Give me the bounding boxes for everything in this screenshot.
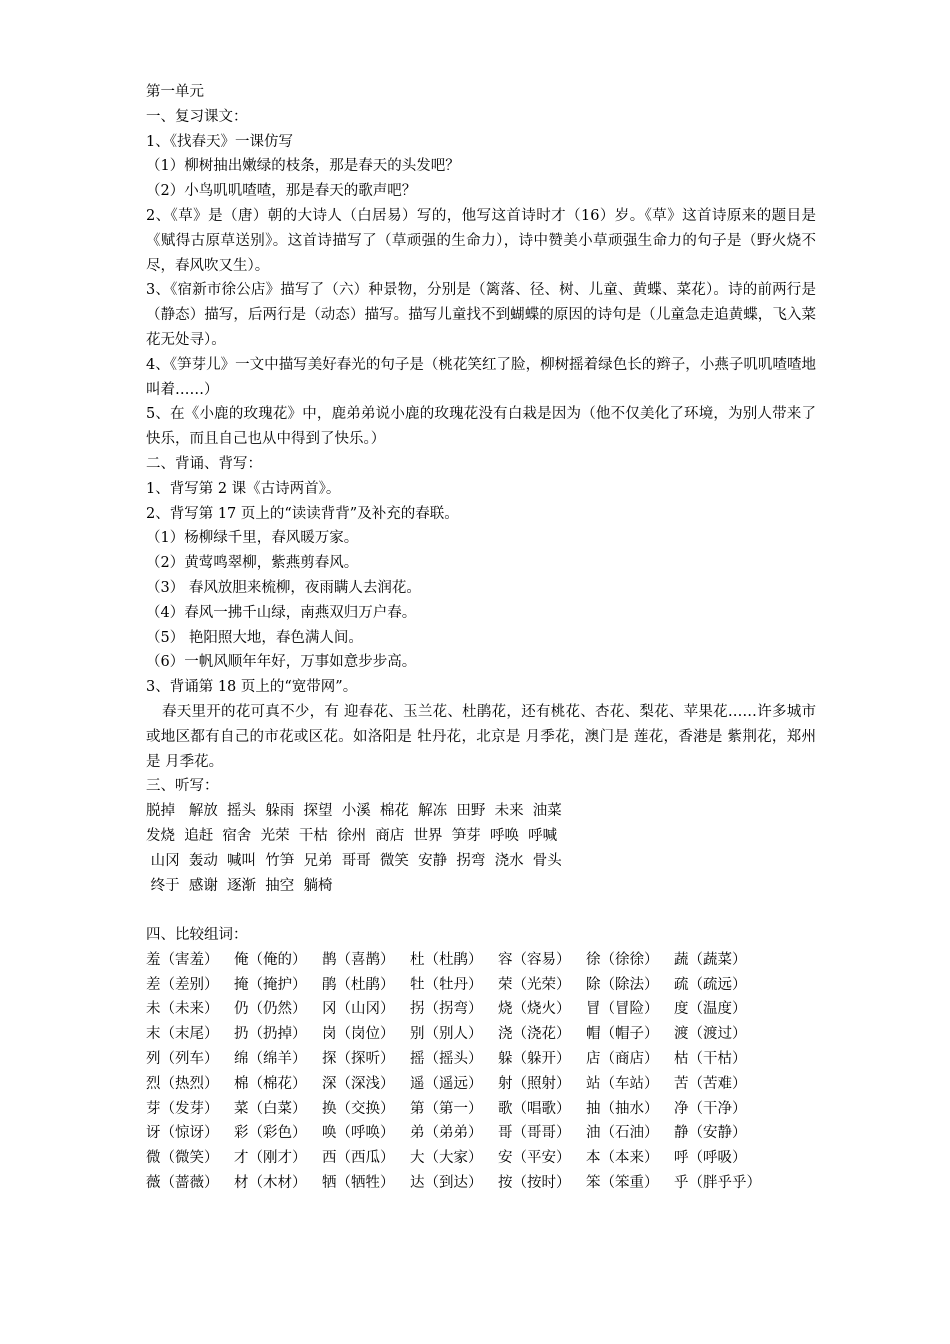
comparison-cell: 菜（白菜） (234, 1100, 307, 1117)
dictation-line: 山冈 轰动 喊叫 竹笋 兄弟 哥哥 微笑 安静 拐弯 浇水 骨头 (146, 852, 562, 869)
comparison-cell: 材（木材） (234, 1175, 307, 1192)
comparison-cell: 俺（俺的） (234, 951, 307, 968)
comparison-row (146, 997, 816, 1022)
dictation-line: 脱掉 解放 摇头 躲雨 探望 小溪 棉花 解冻 田野 未来 油菜 (146, 803, 562, 820)
comparison-cell: 才（刚才） (234, 1150, 307, 1167)
comparison-cell: 荣（光荣） (498, 976, 571, 993)
comparison-cell: 杜（杜鹃） (410, 951, 483, 968)
comparison-cell: 扔（扔掉） (234, 1026, 307, 1043)
section2-item3: 3、背诵第 18 页上的“宽带网”。 (146, 679, 358, 696)
comparison-cell: 差（差别） (146, 976, 219, 993)
section1-item1-line: （1）柳树抽出嫩绿的枝条，那是春天的头发吧？ (146, 158, 460, 175)
comparison-cell: 唤（呼唤） (322, 1125, 395, 1142)
couplet-line: （3） 春风放胆来梳柳，夜雨瞒人去润花。 (146, 579, 421, 596)
comparison-row (146, 1072, 816, 1097)
comparison-row (146, 1121, 816, 1146)
comparison-cell: 鹊（喜鹊） (322, 951, 395, 968)
comparison-cell: 别（别人） (410, 1026, 483, 1043)
comparison-cell: 除（除法） (586, 976, 659, 993)
blank-line (146, 898, 816, 923)
comparison-cell: 帽（帽子） (586, 1026, 659, 1043)
comparison-cell: 讶（惊讶） (146, 1125, 219, 1142)
comparison-cell: 哥（哥哥） (498, 1125, 571, 1142)
comparison-cell: 遥（遥远） (410, 1075, 483, 1092)
comparison-cell: 微（微笑） (146, 1150, 219, 1167)
document-page (146, 80, 816, 1196)
comparison-cell: 容（容易） (498, 951, 571, 968)
section1-item1-title: 1、《找春天》一课仿写 (146, 133, 293, 150)
comparison-cell: 牡（牡丹） (410, 976, 483, 993)
comparison-cell: 本（本来） (586, 1150, 659, 1167)
comparison-word-table (146, 948, 816, 1196)
comparison-cell: 安（平安） (498, 1150, 571, 1167)
comparison-cell: 掩（掩护） (234, 976, 307, 993)
comparison-cell: 换（交换） (322, 1100, 395, 1117)
comparison-cell: 末（末尾） (146, 1026, 219, 1043)
comparison-cell: 大（大家） (410, 1150, 483, 1167)
comparison-cell: 站（车站） (586, 1075, 659, 1092)
comparison-row (146, 1146, 816, 1171)
comparison-cell: 达（到达） (410, 1175, 483, 1192)
couplet-line: （5） 艳阳照大地，春色满人间。 (146, 629, 363, 646)
comparison-cell: 芽（发芽） (146, 1100, 219, 1117)
section1-item3: 3、《宿新市徐公店》描写了（六）种景物，分别是（篱落、径、树、儿童、黄蝶、菜花）。诗的前两行是（静态）描写，后两行是（动态）描写。描写儿童找不到蝴蝶的原因的诗句是（儿童急走追黄蝶，飞入菜花无处寻）。 (146, 282, 816, 348)
comparison-cell: 疏（疏远） (674, 976, 747, 993)
section4-heading: 四、比较组词： (146, 927, 248, 944)
couplet-line: （4）春风一拂千山绿，南燕双归万户春。 (146, 604, 417, 621)
section2-heading: 二、背诵、背写： (146, 455, 262, 472)
comparison-row (146, 973, 816, 998)
comparison-cell: 弟（弟弟） (410, 1125, 483, 1142)
comparison-cell: 按（按时） (498, 1175, 571, 1192)
comparison-cell: 列（列车） (146, 1051, 219, 1068)
comparison-cell: 羞（害羞） (146, 951, 219, 968)
comparison-cell: 拐（拐弯） (410, 1001, 483, 1018)
comparison-cell: 摇（摇头） (410, 1051, 483, 1068)
comparison-cell: 棉（棉花） (234, 1075, 307, 1092)
comparison-cell: 未（未来） (146, 1001, 219, 1018)
comparison-cell: 彩（彩色） (234, 1125, 307, 1142)
kuandaiwang-passage: 春天里开的花可真不少，有 迎春花、玉兰花、杜鹃花，还有桃花、杏花、梨花、苹果花……许多城市或地区都有自己的市花或区花。如洛阳是 牡丹花，北京是 月季花，澳门是 莲花，香港是 紫荆花，郑州是 月季花。 (146, 703, 816, 770)
comparison-cell: 薇（蔷薇） (146, 1175, 219, 1192)
section1-item5: 5、在《小鹿的玫瑰花》中，鹿弟弟说小鹿的玫瑰花没有白栽是因为（他不仅美化了环境，为别人带来了快乐，而且自己也从中得到了快乐。） (146, 406, 816, 448)
comparison-cell: 绵（绵羊） (234, 1051, 307, 1068)
comparison-cell: 冒（冒险） (586, 1001, 659, 1018)
section1-item2: 2、《草》是（唐）朝的大诗人（白居易）写的，他写这首诗时才（16）岁。《草》这首诗原来的题目是《赋得古原草送别》。这首诗描写了（草顽强的生命力），诗中赞美小草顽强生命力的句子是（野火烧不尽，春风吹又生）。 (146, 207, 816, 274)
comparison-cell: 枯（干枯） (674, 1051, 747, 1068)
comparison-cell: 西（西瓜） (322, 1150, 395, 1167)
comparison-cell: 徐（徐徐） (586, 951, 659, 968)
comparison-row (146, 1097, 816, 1122)
comparison-row (146, 1171, 816, 1196)
comparison-cell: 烈（热烈） (146, 1075, 219, 1092)
comparison-cell: 岗（岗位） (322, 1026, 395, 1043)
comparison-cell: 鹃（杜鹃） (322, 976, 395, 993)
comparison-row (146, 948, 816, 973)
comparison-row (146, 1047, 816, 1072)
comparison-cell: 蔬（蔬菜） (674, 951, 747, 968)
dictation-line: 终于 感谢 逐渐 抽空 躺椅 (146, 877, 333, 894)
comparison-cell: 仍（仍然） (234, 1001, 307, 1018)
comparison-cell: 射（照射） (498, 1075, 571, 1092)
section3-heading: 三、听写： (146, 778, 219, 795)
comparison-cell: 浇（浇花） (498, 1026, 571, 1043)
section1-heading: 一、复习课文： (146, 108, 248, 125)
section1-item4: 4、《笋芽儿》一文中描写美好春光的句子是（桃花笑红了脸，柳树摇着绿色长的辫子，小燕子叽叽喳喳地叫着……） (146, 356, 816, 398)
comparison-cell: 静（安静） (674, 1125, 747, 1142)
comparison-cell: 净（干净） (674, 1100, 747, 1117)
dictation-line: 发烧 追赶 宿舍 光荣 干枯 徐州 商店 世界 笋芽 呼唤 呼喊 (146, 827, 558, 844)
section2-item1: 1、背写第 2 课《古诗两首》。 (146, 480, 341, 497)
comparison-cell: 苦（苦难） (674, 1075, 747, 1092)
comparison-cell: 渡（渡过） (674, 1026, 747, 1043)
comparison-cell: 第（第一） (410, 1100, 483, 1117)
comparison-cell: 呼（呼吸） (674, 1150, 747, 1167)
comparison-cell: 抽（抽水） (586, 1100, 659, 1117)
unit-title: 第一单元 (146, 84, 204, 100)
couplet-line: （6）一帆风顺年年好，万事如意步步高。 (146, 654, 417, 671)
couplet-line: （2）黄莺鸣翠柳，紫燕剪春风。 (146, 555, 359, 572)
comparison-cell: 烧（烧火） (498, 1001, 571, 1018)
section2-item2: 2、背写第 17 页上的“读读背背”及补充的春联。 (146, 505, 459, 522)
comparison-cell: 乎（胖乎乎） (674, 1175, 761, 1192)
comparison-cell: 店（商店） (586, 1051, 659, 1068)
comparison-cell: 深（深浅） (322, 1075, 395, 1092)
comparison-cell: 冈（山冈） (322, 1001, 395, 1018)
comparison-cell: 度（温度） (674, 1001, 747, 1018)
section1-item1-line: （2）小鸟叽叽喳喳，那是春天的歌声吧？ (146, 183, 417, 200)
comparison-row (146, 1022, 816, 1047)
comparison-cell: 油（石油） (586, 1125, 659, 1142)
comparison-cell: 笨（笨重） (586, 1175, 659, 1192)
comparison-cell: 歌（唱歌） (498, 1100, 571, 1117)
comparison-cell: 躲（躲开） (498, 1051, 571, 1068)
comparison-cell: 牺（牺牲） (322, 1175, 395, 1192)
couplet-line: （1）杨柳绿千里，春风暖万家。 (146, 530, 359, 547)
comparison-cell: 探（探听） (322, 1051, 395, 1068)
